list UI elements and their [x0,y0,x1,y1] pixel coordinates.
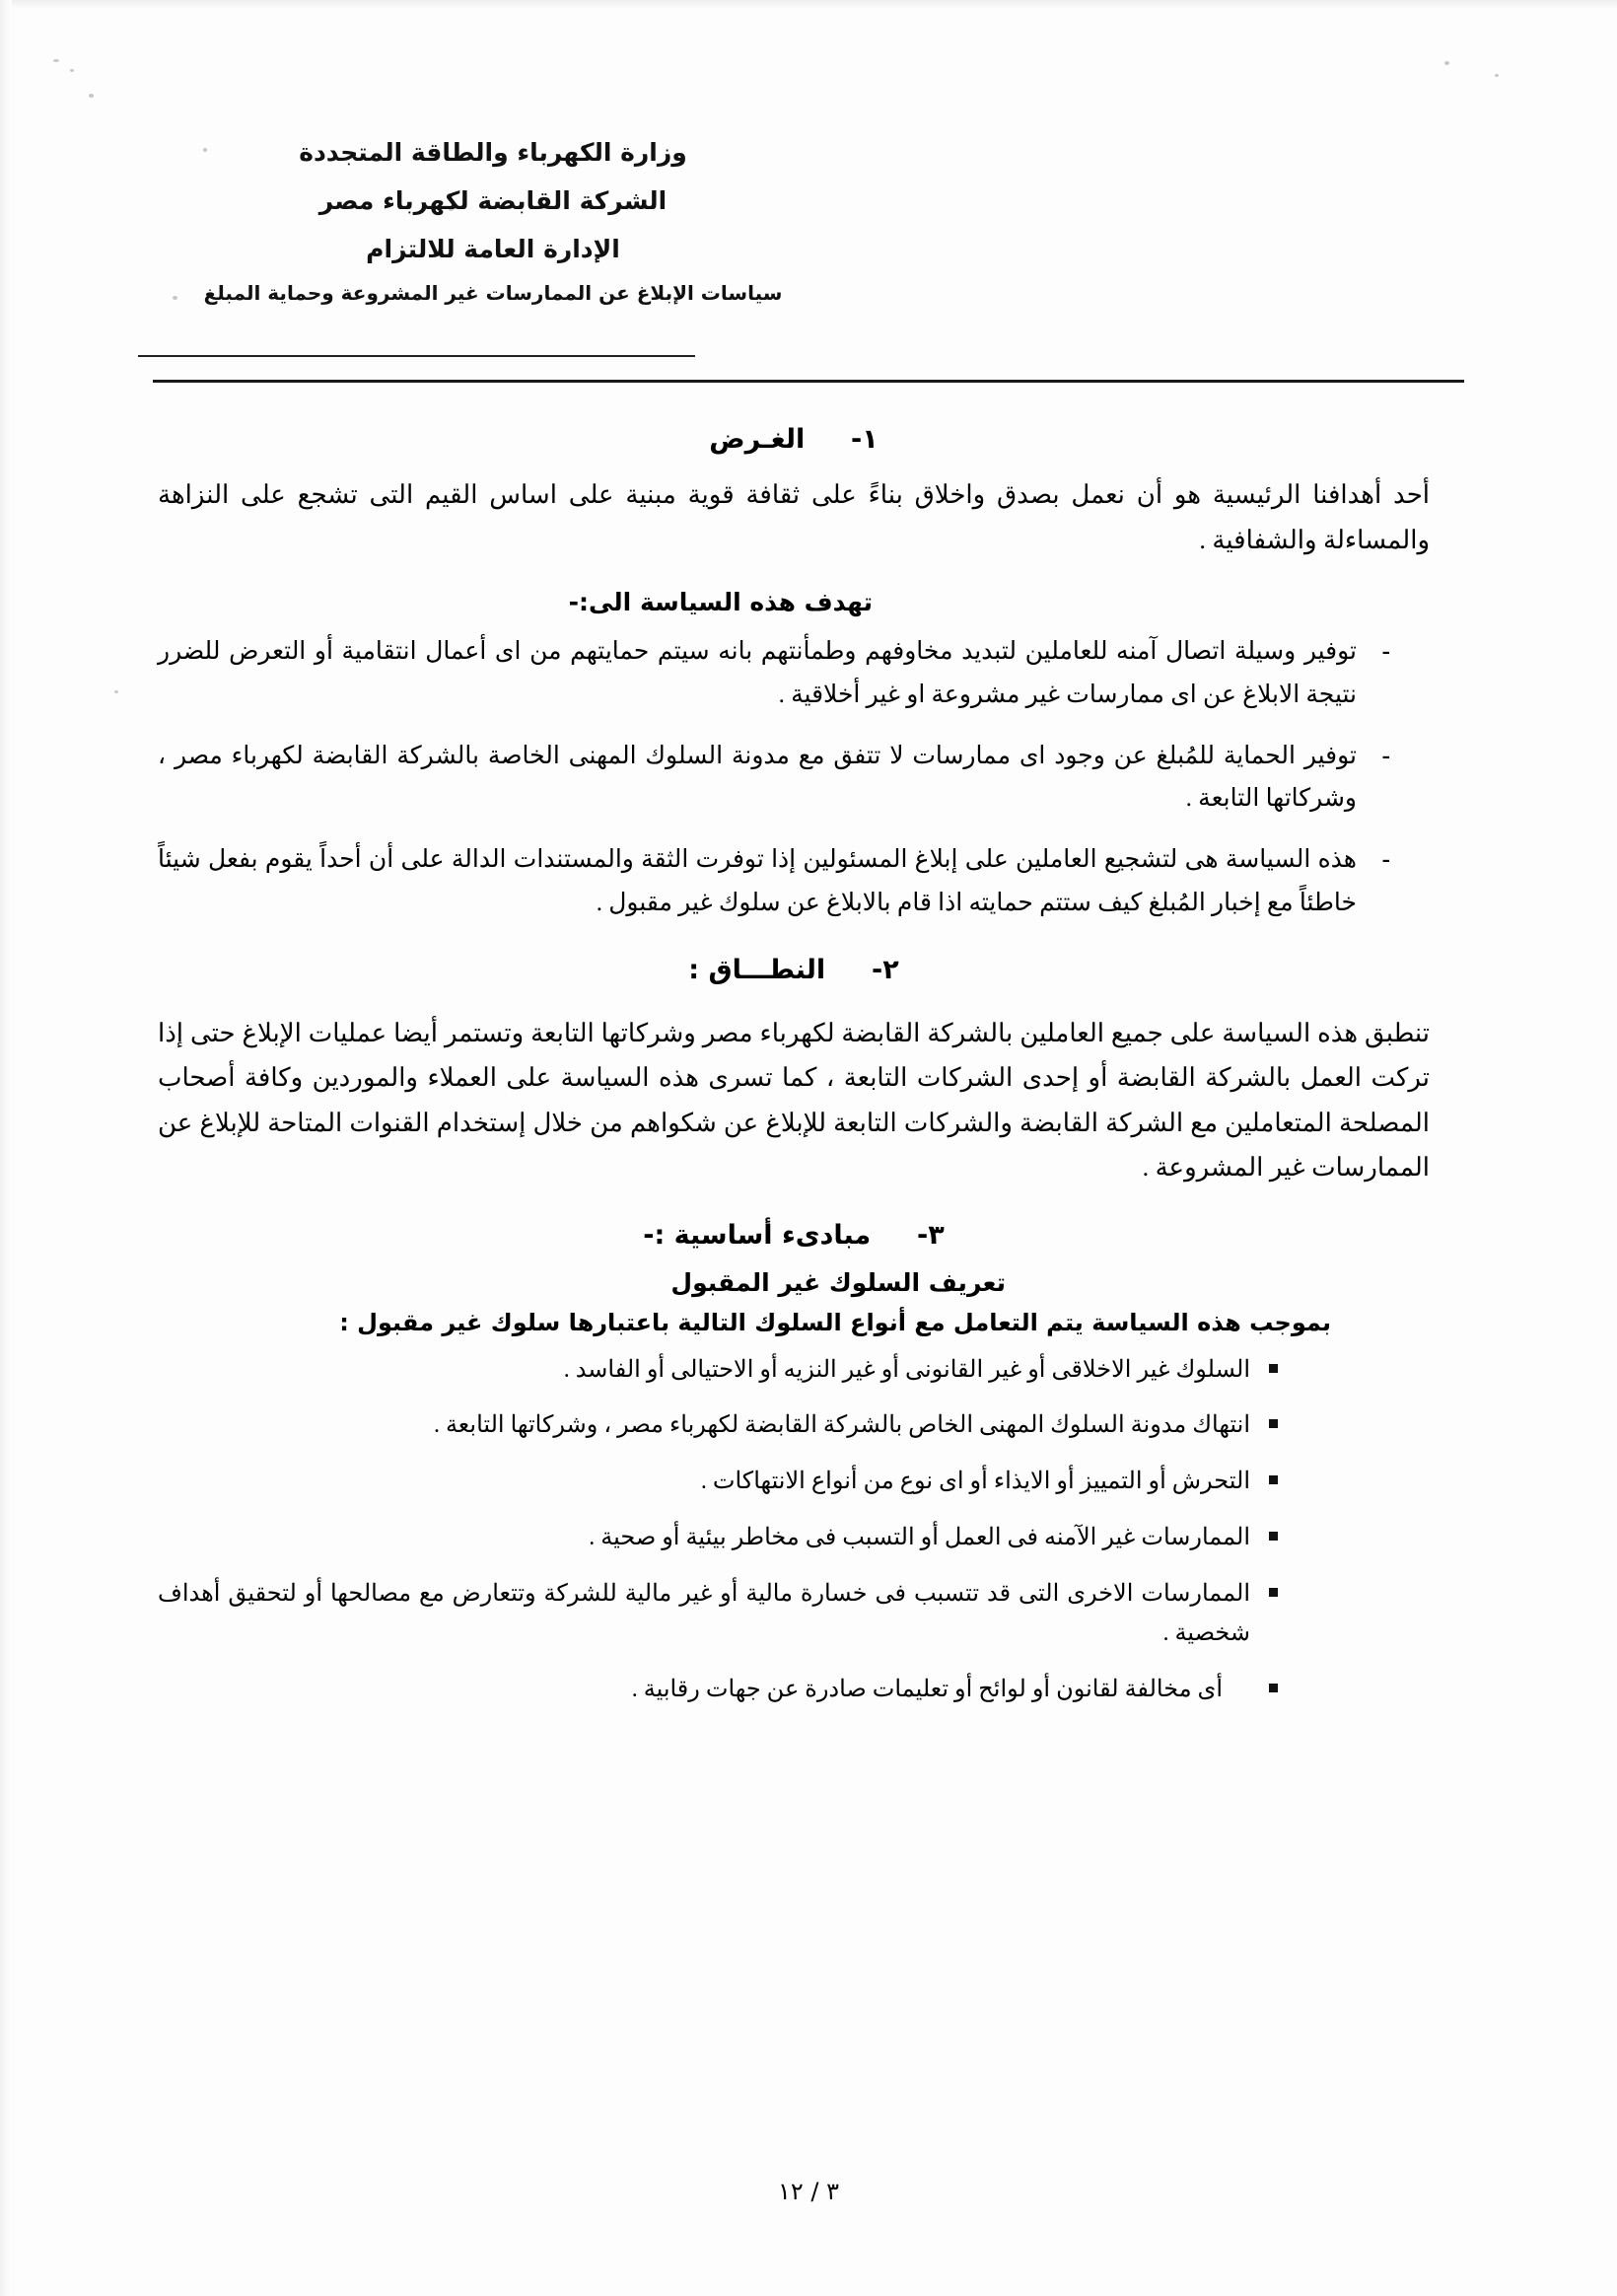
list-item: الممارسات الاخرى التى قد تتسبب فى خسارة مالية أو غير مالية للشركة وتتعارض مع مصالحها أو لتحقيق أهداف شخصية . [158,1574,1282,1655]
list-item: - هذه السياسة هى لتشجيع العاملين على إبلاغ المسئولين إذا توفرت الثقة والمستندات الدالة على أن أحداً يقوم بفعل شيئاً خاطئاً مع إخبار المُبلغ كيف ستتم حمايته اذا قام بالابلاغ عن سلوك غير مقبول . [158,838,1390,925]
header-ministry: وزارة الكهرباء والطاقة المتجددة [299,138,687,167]
document-body [158,395,1430,1726]
section-heading-purpose [158,424,1430,455]
scan-speckle [70,69,74,72]
purpose-goals-list [158,630,1430,925]
list-item: التحرش أو التمييز أو الايذاء أو اى نوع من أنواع الانتهاكات . [158,1462,1282,1502]
header-company: الشركة القابضة لكهرباء مصر [318,186,668,215]
header-divider-rule [153,380,1464,383]
principles-subtitle-definition: تعريف السلوك غير المقبول [670,1267,1006,1297]
section-title-2: النطـــاق : [688,954,826,985]
header-underline [138,355,695,357]
document-header [118,138,868,311]
scan-speckle [1495,74,1499,77]
scan-speckle [114,690,118,693]
purpose-subtitle: تهدف هذه السياسة الى:- [568,588,873,616]
list-item: - توفير الحماية للمُبلغ عن وجود اى ممارسات لا تتفق مع مدونة السلوك المهنى الخاصة بالشركة القابضة لكهرباء مصر ، وشركاتها التابعة . [158,735,1390,822]
scan-speckle [89,94,94,98]
list-item: أى مخالفة لقانون أو لوائح أو تعليمات صادرة عن جهات رقابية . [158,1670,1282,1710]
unacceptable-conduct-list [158,1350,1430,1711]
header-department: الإدارة العامة للالتزام [366,235,620,263]
purpose-paragraph: أحد أهدافنا الرئيسية هو أن نعمل بصدق واخلاق بناءً على ثقافة قوية مبنية على اساس القيم التى تشجع على النزاهة والمساءلة والشفافية . [158,480,1430,554]
section-heading-principles [158,1220,1430,1251]
section-number-3: ٣- [917,1219,945,1251]
list-item: - توفير وسيلة اتصال آمنه للعاملين لتبديد مخاوفهم وطمأنتهم بانه سيتم حمايتهم من اى أعمال انتقامية أو التعرض للضرر نتيجة الابلاغ عن اى ممارسات غير مشروعة او غير أخلاقية . [158,630,1390,717]
page-number: ٣ / ١٢ [777,2178,839,2205]
list-item: الممارسات غير الآمنه فى العمل أو التسبب فى مخاطر بيئية أو صحية . [158,1518,1282,1558]
section-title-3: مبادىء أساسية :- [643,1219,872,1251]
section-number-1: ١- [851,424,879,455]
scan-edge-left [0,0,12,2296]
principles-subtitle-types: بموجب هذه السياسة يتم التعامل مع أنواع السلوك التالية باعتبارها سلوك غير مقبول : [339,1308,1331,1336]
scan-speckle [53,59,59,62]
scan-speckle [1444,61,1449,65]
scope-paragraph: تنطبق هذه السياسة على جميع العاملين بالشركة القابضة لكهرباء مصر وشركاتها التابعة وتستمر أيضا عمليات الإبلاغ حتى إذا تركت العمل بالشركة القابضة أو إحدى الشركات التابعة ، كما تسرى هذه السياسة على العملاء والموردين وكافة أصحاب المصلحة المتعاملين مع الشركة القابضة والشركات التابعة للإبلاغ عن شكواهم من خلال إستخدام القنوات المتاحة للإبلاغ عن الممارسات غير المشروعة . [158,1018,1430,1182]
list-item: السلوك غير الاخلاقى أو غير القانونى أو غير النزيه أو الاحتيالى أو الفاسد . [158,1350,1282,1391]
scan-edge-top [0,0,1617,10]
header-policy-title: سياسات الإبلاغ عن الممارسات غير المشروعة وحماية المبلغ [203,281,783,305]
section-heading-scope [158,955,1430,985]
section-title-1: الغـرض [709,424,806,455]
list-item: انتهاك مدونة السلوك المهنى الخاص بالشركة القابضة لكهرباء مصر ، وشركاتها التابعة . [158,1405,1282,1446]
section-number-2: ٢- [872,954,899,985]
